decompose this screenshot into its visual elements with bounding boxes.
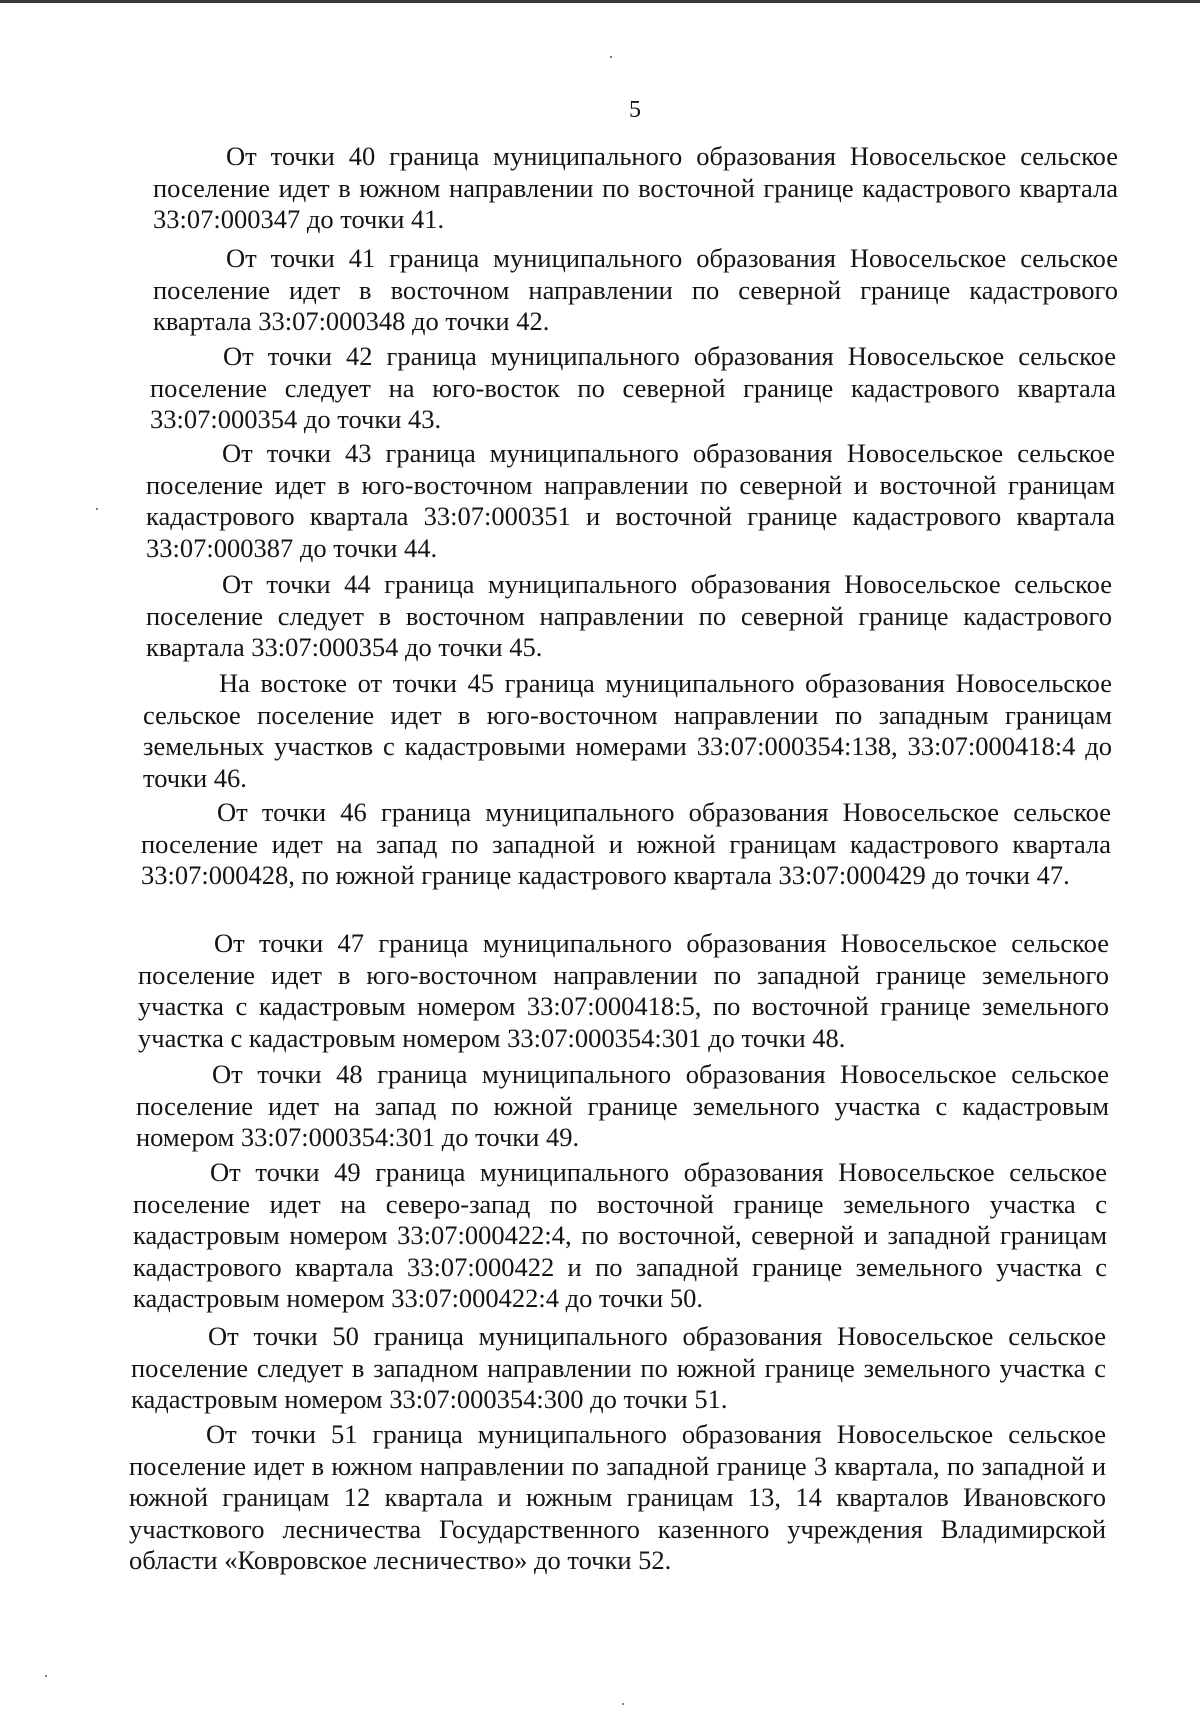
scan-speck xyxy=(96,508,98,510)
scan-speck xyxy=(610,56,612,58)
paragraph-point-46: От точки 46 граница муниципального образования Новосельское сельское поселение идет на запад по западной и южной границам кадастрового квартала 33:07:000428, по южной границе кадастрового квартала 33:07:000429 до точки 47. xyxy=(141,797,1111,890)
paragraph-point-42: От точки 42 граница муниципального образования Новосельское сельское поселение следует на юго-восток по северной границе кадастрового квартала 33:07:000354 до точки 43. xyxy=(150,341,1116,434)
paragraph-point-49: От точки 49 граница муниципального образования Новосельское сельское поселение идет на северо-запад по восточной границе земельного участка с кадастровым номером 33:07:000422:4, по восточной, северной и западной границам кадастрового квартала 33:07:000422 и по западной границе земельного участка с кадастровым номером 33:07:000422:4 до точки 50. xyxy=(133,1157,1107,1313)
page-number: 5 xyxy=(629,97,641,123)
paragraph-point-47: От точки 47 граница муниципального образования Новосельское сельское поселение идет в юго-восточном направлении по западной границе земельного участка с кадастровым номером 33:07:000418:5, по восточной границе земельного участка с кадастровым номером 33:07:000354:301 до точки 48. xyxy=(138,928,1109,1053)
paragraph-point-45: На востоке от точки 45 граница муниципального образования Новосельское сельское поселение идет в юго-восточном направлении по западным границам земельных участков с кадастровыми номерами 33:07:000354:138, 33:07:000418:4 до точки 46. xyxy=(143,668,1112,793)
paragraph-point-40: От точки 40 граница муниципального образования Новосельское сельское поселение идет в южном направлении по восточной границе кадастрового квартала 33:07:000347 до точки 41. xyxy=(153,141,1118,234)
paragraph-point-41: От точки 41 граница муниципального образования Новосельское сельское поселение идет в восточном направлении по северной границе кадастрового квартала 33:07:000348 до точки 42. xyxy=(153,243,1118,336)
paragraph-point-44: От точки 44 граница муниципального образования Новосельское сельское поселение следует в восточном направлении по северной границе кадастрового квартала 33:07:000354 до точки 45. xyxy=(146,569,1112,662)
paragraph-point-48: От точки 48 граница муниципального образования Новосельское сельское поселение идет на запад по южной границе земельного участка с кадастровым номером 33:07:000354:301 до точки 49. xyxy=(136,1059,1109,1152)
paragraph-point-50: От точки 50 граница муниципального образования Новосельское сельское поселение следует в западном направлении по южной границе земельного участка с кадастровым номером 33:07:000354:300 до точки 51. xyxy=(131,1321,1106,1414)
paragraph-point-43: От точки 43 граница муниципального образования Новосельское сельское поселение идет в юго-восточном направлении по северной и восточной границам кадастрового квартала 33:07:000351 и восточной границе кадастрового квартала 33:07:000387 до точки 44. xyxy=(146,438,1115,563)
scan-speck xyxy=(622,1703,624,1705)
paragraph-point-51: От точки 51 граница муниципального образования Новосельское сельское поселение идет в южном направлении по западной границе 3 квартала, по западной и южной границам 12 квартала и южным границам 13, 14 кварталов Ивановского участкового лесничества Государственного казенного учреждения Владимирской области «Ковровское лесничество» до точки 52. xyxy=(129,1419,1106,1575)
scan-speck xyxy=(45,1675,47,1677)
